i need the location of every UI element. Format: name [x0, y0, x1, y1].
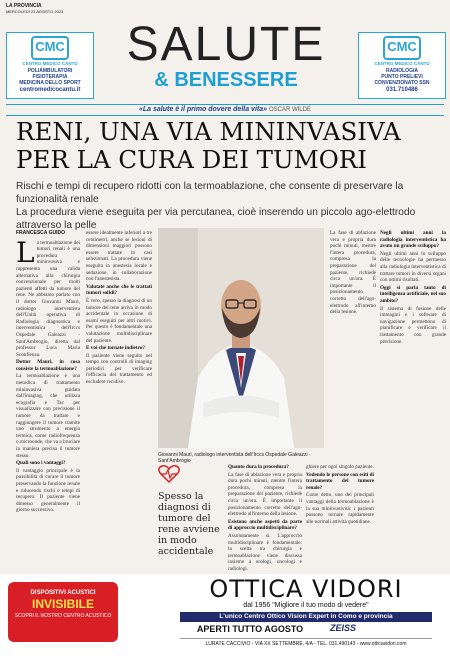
- paragraph: È vero, spesso la diagnosi di un tumore del rene arriva in modo accidentale in occasione di esami eseguiti per altri motivi. Per questo è fondamentale una valutazione multidisciplinare del paziente.: [86, 297, 152, 344]
- ad-opening: APERTI TUTTO AGOSTO: [196, 624, 304, 634]
- article-column-3: [228, 464, 302, 572]
- paragraph: La fase di ablazione vera e propria dura pochi minuti, mentre l'intera procedura, compresa la preparazione del paziente, richiede circa un'ora. È importante il posizionamento corretto dell'ago-elettrodo all'interno della lesione.: [330, 230, 376, 316]
- article-column-4a: [306, 464, 374, 572]
- article-column-1: [16, 230, 80, 572]
- ad-title: OTTICA VIDORI: [209, 575, 403, 603]
- motto-author: OSCAR WILDE: [268, 107, 311, 113]
- question: Vedendo le persone con esiti di trattamento del tumore renale?: [306, 471, 374, 491]
- paragraph: essere idealmente inferiori a tre centimetri, anche se lesioni di dimensioni maggiori possono essere trattate in casi selezionati. La procedura viene eseguita in anestesia locale e sedazione, in collaborazione con l'anestesista.: [86, 230, 152, 283]
- ad-services: [359, 68, 445, 86]
- paragraph: La fase di ablazione vera e propria dura pochi minuti, mentre l'intera procedura, compresa la preparazione del paziente, richiede circa un'ora. È importante il posizionamento corretto dell'ago-elettrodo all'interno della lesione.: [228, 471, 302, 518]
- paragraph: La termoablazione è una metodica di trattamento mininvasiva guidata dall'imaging, che utilizza ecografia e Tac per visualizzare con precisione il tumore da trattare e raggiungere il tumore tramite uno strumento a energia termica, come radiofrequenza o microonde, che va a bruciare in maniera precisa il tumore stesso.: [16, 373, 80, 459]
- ad-line: POLIAMBULATORI: [27, 68, 73, 74]
- motto-text: «La salute è il primo dovere della vita»: [139, 106, 268, 113]
- paper-name: LA PROVINCIA: [6, 3, 42, 9]
- paragraph: Il vantaggio principale è la possibilità di curare il tumore preservando la funzione renale e riducendo rischi e tempi di recupero. Il paziente viene dimesso generalmente il giorno successivo.: [16, 467, 80, 514]
- article-subhead: [16, 180, 446, 232]
- article-column-2: [86, 230, 152, 572]
- cmc-logo: CMC: [383, 36, 421, 60]
- doctor-illustration: [158, 228, 324, 448]
- photo-caption: Giovanni Mauri, radiologo interventista dell'Irccs Ospedale Galeazzi - Sant'Ambrogio: [158, 452, 311, 464]
- ad-address: LURATE CACCIVIO - VIA XX SETTEMBRE, 4/A - TEL. 031.490143 - www.otticavidori.com: [180, 638, 432, 647]
- article-column-photo-side: [330, 230, 376, 460]
- ad-since: dal 1956 "Migliore il tuo modo di vedere": [243, 602, 369, 609]
- article-headline: [16, 118, 446, 174]
- paragraph: a termoablazione dei tumori renali è una procedura mininvasiva e rappresenta una valida alternativa alla chirurgia convenzionale per molti pazienti affetti da tumore del rene. Ne abbiamo parlato con il dottor Giovanni Mauri, radiologo interventista dell'Unità operativa di Radiologia diagnostica e interventistica dell'Irccs Ospedale Galeazzi - Sant'Ambrogio, diretta dal professor Luca Maria Sconfienza.: [16, 239, 80, 358]
- ad-tagline: L'unico Centro Ottico Vision Expert in Como e provincia: [180, 612, 432, 622]
- section-title: SALUTE: [126, 18, 326, 71]
- motto-bar: [6, 104, 444, 116]
- paragraph: Il sistema di fusione delle immagini e i software di navigazione permettono di pianificare e verificare il trattamento con grande precisione.: [380, 305, 446, 345]
- question: Quanto dura la procedura?: [228, 464, 289, 470]
- cmc-logo: CMC: [31, 36, 69, 60]
- question: Oggi si parla tanto di intelligenza artificiale, nel suo ambito?: [380, 284, 446, 304]
- ad-website: centromedicocantu.it: [19, 87, 81, 93]
- paragraph: ghiere per ogni singolo paziente.: [306, 464, 374, 470]
- question: Esistono anche aspetti da parte di approccio multidisciplinare?: [228, 518, 302, 532]
- ad-phone: 031.710486: [386, 87, 418, 93]
- drop-cap: L: [16, 235, 35, 269]
- doctor-photo: [158, 228, 324, 448]
- ad-name: CENTRO MEDICO CANTÙ: [374, 61, 430, 66]
- ad-services: [7, 68, 93, 86]
- motto: [6, 105, 444, 115]
- zeiss-logo: ZEISS: [330, 623, 357, 633]
- subhead-line: La procedura viene eseguita per via percutanea, cioè inserendo un piccolo ago-elettrodo attraverso la pelle: [16, 207, 416, 231]
- byline: FRANCESCA GUIDO: [16, 230, 65, 236]
- ad-centro-medico-left[interactable]: [6, 32, 94, 99]
- question: Negli ultimi anni la radiologia interventistica ha avuto un grande sviluppo?: [380, 230, 446, 250]
- headline-line: PER LA CURA DEI TUMORI: [16, 145, 367, 174]
- badge-bottom: SCOPRI IL NOSTRO CENTRO ACUSTICO: [14, 613, 112, 619]
- paragraph: Come detto, uno dei principali vantaggi della termoablazione è la sua mininvasività: i pazienti possono tornare rapidamente alle normali attività quotidiane.: [306, 492, 374, 525]
- article-column-5: [380, 230, 446, 572]
- ad-centro-medico-right[interactable]: [358, 32, 446, 99]
- paragraph: Il paziente viene seguito nel tempo con controlli di imaging periodici per verificare l'efficacia del trattamento ed escludere recidive.: [86, 352, 152, 386]
- badge-main: INVISIBILE: [31, 597, 94, 611]
- paragraph: Negli ultimi anni lo sviluppo delle tecnologie ha permesso alla radiologia interventistica di trattare tumori in diversi organi con ottimi risultati.: [380, 250, 446, 284]
- ad-line: FISIOTERAPIA: [32, 74, 68, 80]
- ad-line: CONVENZIONATO SSN: [374, 80, 430, 86]
- badge-top: DISPOSITIVI ACUSTICI: [30, 590, 96, 596]
- ad-line: PUNTO PRELIEVI: [381, 74, 423, 80]
- publication-info: [6, 4, 63, 14]
- subhead-line: Rischi e tempi di recupero ridotti con la termoablazione, che consente di preservare la funzionalità renale: [16, 181, 404, 205]
- paragraph: Assolutamente sì. L'approccio multidisciplinare è fondamentale: la scelta tra chirurgia e termoablazione viene discussa insieme a urologi, oncologi e radiologi.: [228, 532, 302, 572]
- question: Quali sono i vantaggi?: [16, 460, 66, 467]
- subtitle-text: BENESSERE: [174, 69, 298, 91]
- section-subtitle: [95, 70, 357, 90]
- hearing-aid-badge[interactable]: [8, 582, 118, 642]
- headline-line: RENI, UNA VIA MININVASIVA: [16, 117, 401, 146]
- question: Dottor Mauri, in cosa consiste la termoablazione?: [16, 359, 80, 372]
- pull-quote-text: Spesso la diagnosi di tumore del rene avviene in modo accidentale: [158, 491, 220, 557]
- issue-date: MERCOLEDÌ 23 AGOSTO 2023: [6, 9, 64, 14]
- ad-line: RADIOLOGIA: [386, 68, 418, 74]
- heart-pulse-icon: [158, 464, 180, 484]
- ad-name: CENTRO MEDICO CANTÙ: [22, 61, 78, 66]
- pull-quote: [158, 464, 220, 557]
- ampersand: &: [154, 69, 169, 91]
- question: Valutate anche che le trattati tumori solidi?: [86, 283, 152, 297]
- question: E voi che tornate indietro?: [86, 345, 145, 352]
- ad-line: MEDICINA DELLO SPORT: [19, 80, 81, 86]
